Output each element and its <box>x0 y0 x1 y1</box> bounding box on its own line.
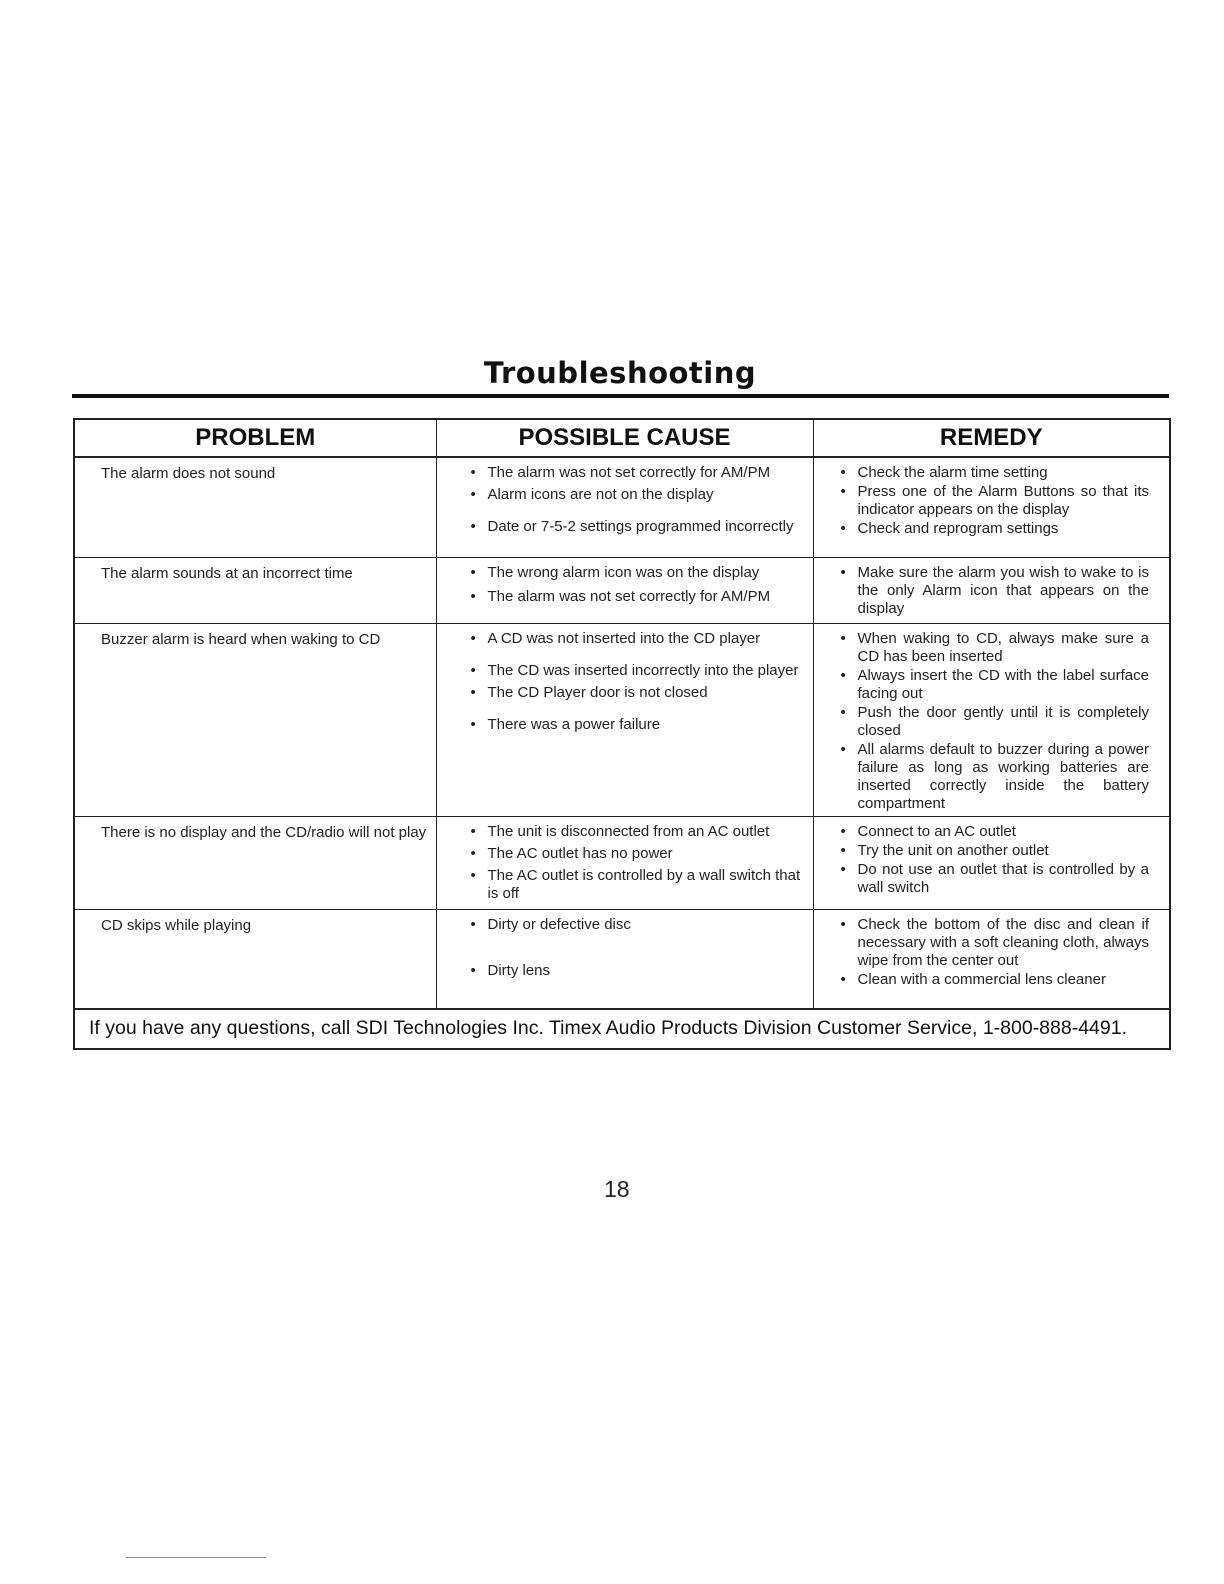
cause-item: • Dirty or defective disc <box>470 916 805 934</box>
cause-item: • The unit is disconnected from an AC outlet <box>470 823 805 841</box>
remedy-item: • Check the bottom of the disc and clean if necessary with a soft cleaning cloth, always wipe from the center out <box>840 916 1150 970</box>
problem-cell: The alarm does not sound <box>74 457 436 557</box>
cause-cell <box>436 816 813 909</box>
problem-cell: There is no display and the CD/radio will not play <box>74 816 436 909</box>
remedy-item: • Press one of the Alarm Buttons so that its indicator appears on the display <box>840 483 1150 519</box>
cause-cell <box>436 557 813 623</box>
remedy-item: • Do not use an outlet that is controlled by a wall switch <box>840 861 1150 897</box>
remedy-item: • Connect to an AC outlet <box>840 823 1150 841</box>
troubleshooting-table <box>73 418 1171 1050</box>
header-possible-cause: POSSIBLE CAUSE <box>436 419 813 457</box>
cause-item: • Dirty lens <box>470 962 805 980</box>
cause-cell <box>436 909 813 1009</box>
customer-service-note: If you have any questions, call SDI Technologies Inc. Timex Audio Products Division Customer Service, 1-800-888-4491. <box>74 1009 1170 1049</box>
cause-item: • The alarm was not set correctly for AM/PM <box>470 588 805 606</box>
remedy-cell <box>813 557 1170 623</box>
remedy-item: • Check and reprogram settings <box>840 520 1150 538</box>
table-row <box>74 909 1170 1009</box>
remedy-cell <box>813 457 1170 557</box>
title-divider <box>72 394 1169 398</box>
header-problem: PROBLEM <box>74 419 436 457</box>
cause-item: • The CD was inserted incorrectly into the player <box>470 662 805 680</box>
cause-item: • A CD was not inserted into the CD player <box>470 630 805 648</box>
cause-item: • There was a power failure <box>470 716 805 734</box>
remedy-item: • Check the alarm time setting <box>840 464 1150 482</box>
cause-cell <box>436 623 813 816</box>
table-row <box>74 623 1170 816</box>
remedy-item: • Always insert the CD with the label surface facing out <box>840 667 1150 703</box>
table-row <box>74 816 1170 909</box>
remedy-item: • Try the unit on another outlet <box>840 842 1150 860</box>
cause-item: • The alarm was not set correctly for AM/PM <box>470 464 805 482</box>
remedy-cell <box>813 623 1170 816</box>
cause-item: • The wrong alarm icon was on the display <box>470 564 805 582</box>
cause-item: • The AC outlet has no power <box>470 845 805 863</box>
cause-item: • Date or 7-5-2 settings programmed incorrectly <box>470 518 805 536</box>
problem-cell: Buzzer alarm is heard when waking to CD <box>74 623 436 816</box>
remedy-item: • Make sure the alarm you wish to wake to is the only Alarm icon that appears on the display <box>840 564 1150 618</box>
remedy-item: • Clean with a commercial lens cleaner <box>840 971 1150 989</box>
remedy-cell <box>813 909 1170 1009</box>
table-row <box>74 457 1170 557</box>
cause-item: • The AC outlet is controlled by a wall switch that is off <box>470 867 805 903</box>
problem-cell: CD skips while playing <box>74 909 436 1009</box>
remedy-item: • When waking to CD, always make sure a CD has been inserted <box>840 630 1150 666</box>
remedy-item: • All alarms default to buzzer during a power failure as long as working batteries are inserted correctly inside the battery compartment <box>840 741 1150 813</box>
footer-row <box>74 1009 1170 1049</box>
page-title: Troubleshooting <box>483 356 757 390</box>
header-remedy: REMEDY <box>813 419 1170 457</box>
problem-cell: The alarm sounds at an incorrect time <box>74 557 436 623</box>
table-row <box>74 557 1170 623</box>
cause-item: • Alarm icons are not on the display <box>470 486 805 504</box>
cause-cell <box>436 457 813 557</box>
table-header-row <box>74 419 1170 457</box>
remedy-item: • Push the door gently until it is completely closed <box>840 704 1150 740</box>
cause-item: • The CD Player door is not closed <box>470 684 805 702</box>
page-number: 18 <box>604 1176 630 1202</box>
bottom-divider <box>126 1557 266 1558</box>
remedy-cell <box>813 816 1170 909</box>
